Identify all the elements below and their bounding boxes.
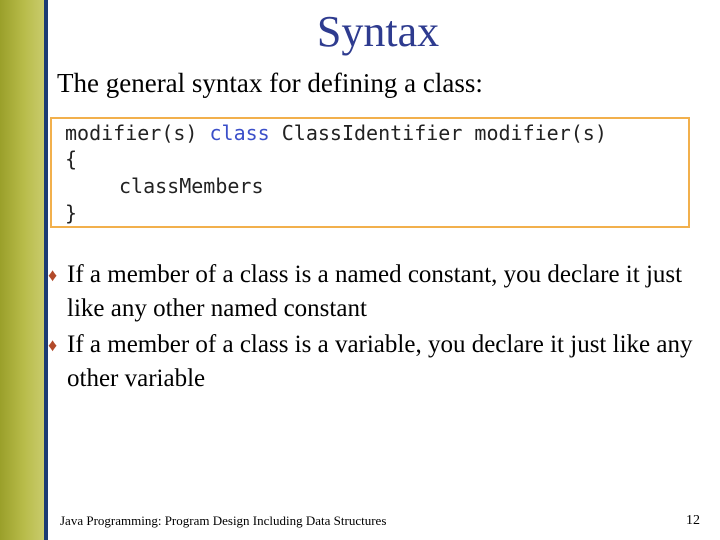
- bullet-list: [46, 258, 696, 398]
- slide-side-bar: [0, 0, 44, 540]
- code-class-identifier: ClassIdentifier modifier(s): [269, 121, 607, 145]
- bullet-item: [46, 328, 696, 396]
- intro-text: The general syntax for defining a class:: [57, 68, 483, 98]
- code-close-brace: }: [65, 201, 78, 225]
- code-class-members: classMembers: [119, 174, 264, 198]
- code-class-keyword: class: [209, 121, 270, 145]
- code-open-brace: {: [65, 147, 78, 171]
- code-line-1: [65, 121, 607, 145]
- diamond-bullet-icon: ♦: [48, 335, 58, 355]
- bullet-item: [46, 258, 696, 326]
- bullet-text: If a member of a class is a variable, you declare it just like any other variable: [67, 331, 693, 392]
- slide-title: Syntax: [316, 7, 440, 56]
- page-number: 12: [686, 513, 700, 528]
- code-modifier-prefix: modifier(s): [65, 121, 210, 145]
- footer-text: Java Programming: Program Design Including Data Structures: [60, 513, 387, 528]
- diamond-bullet-icon: ♦: [48, 265, 58, 285]
- code-box: [50, 117, 690, 228]
- bullet-text: If a member of a class is a named constant, you declare it just like any other named constant: [67, 261, 683, 322]
